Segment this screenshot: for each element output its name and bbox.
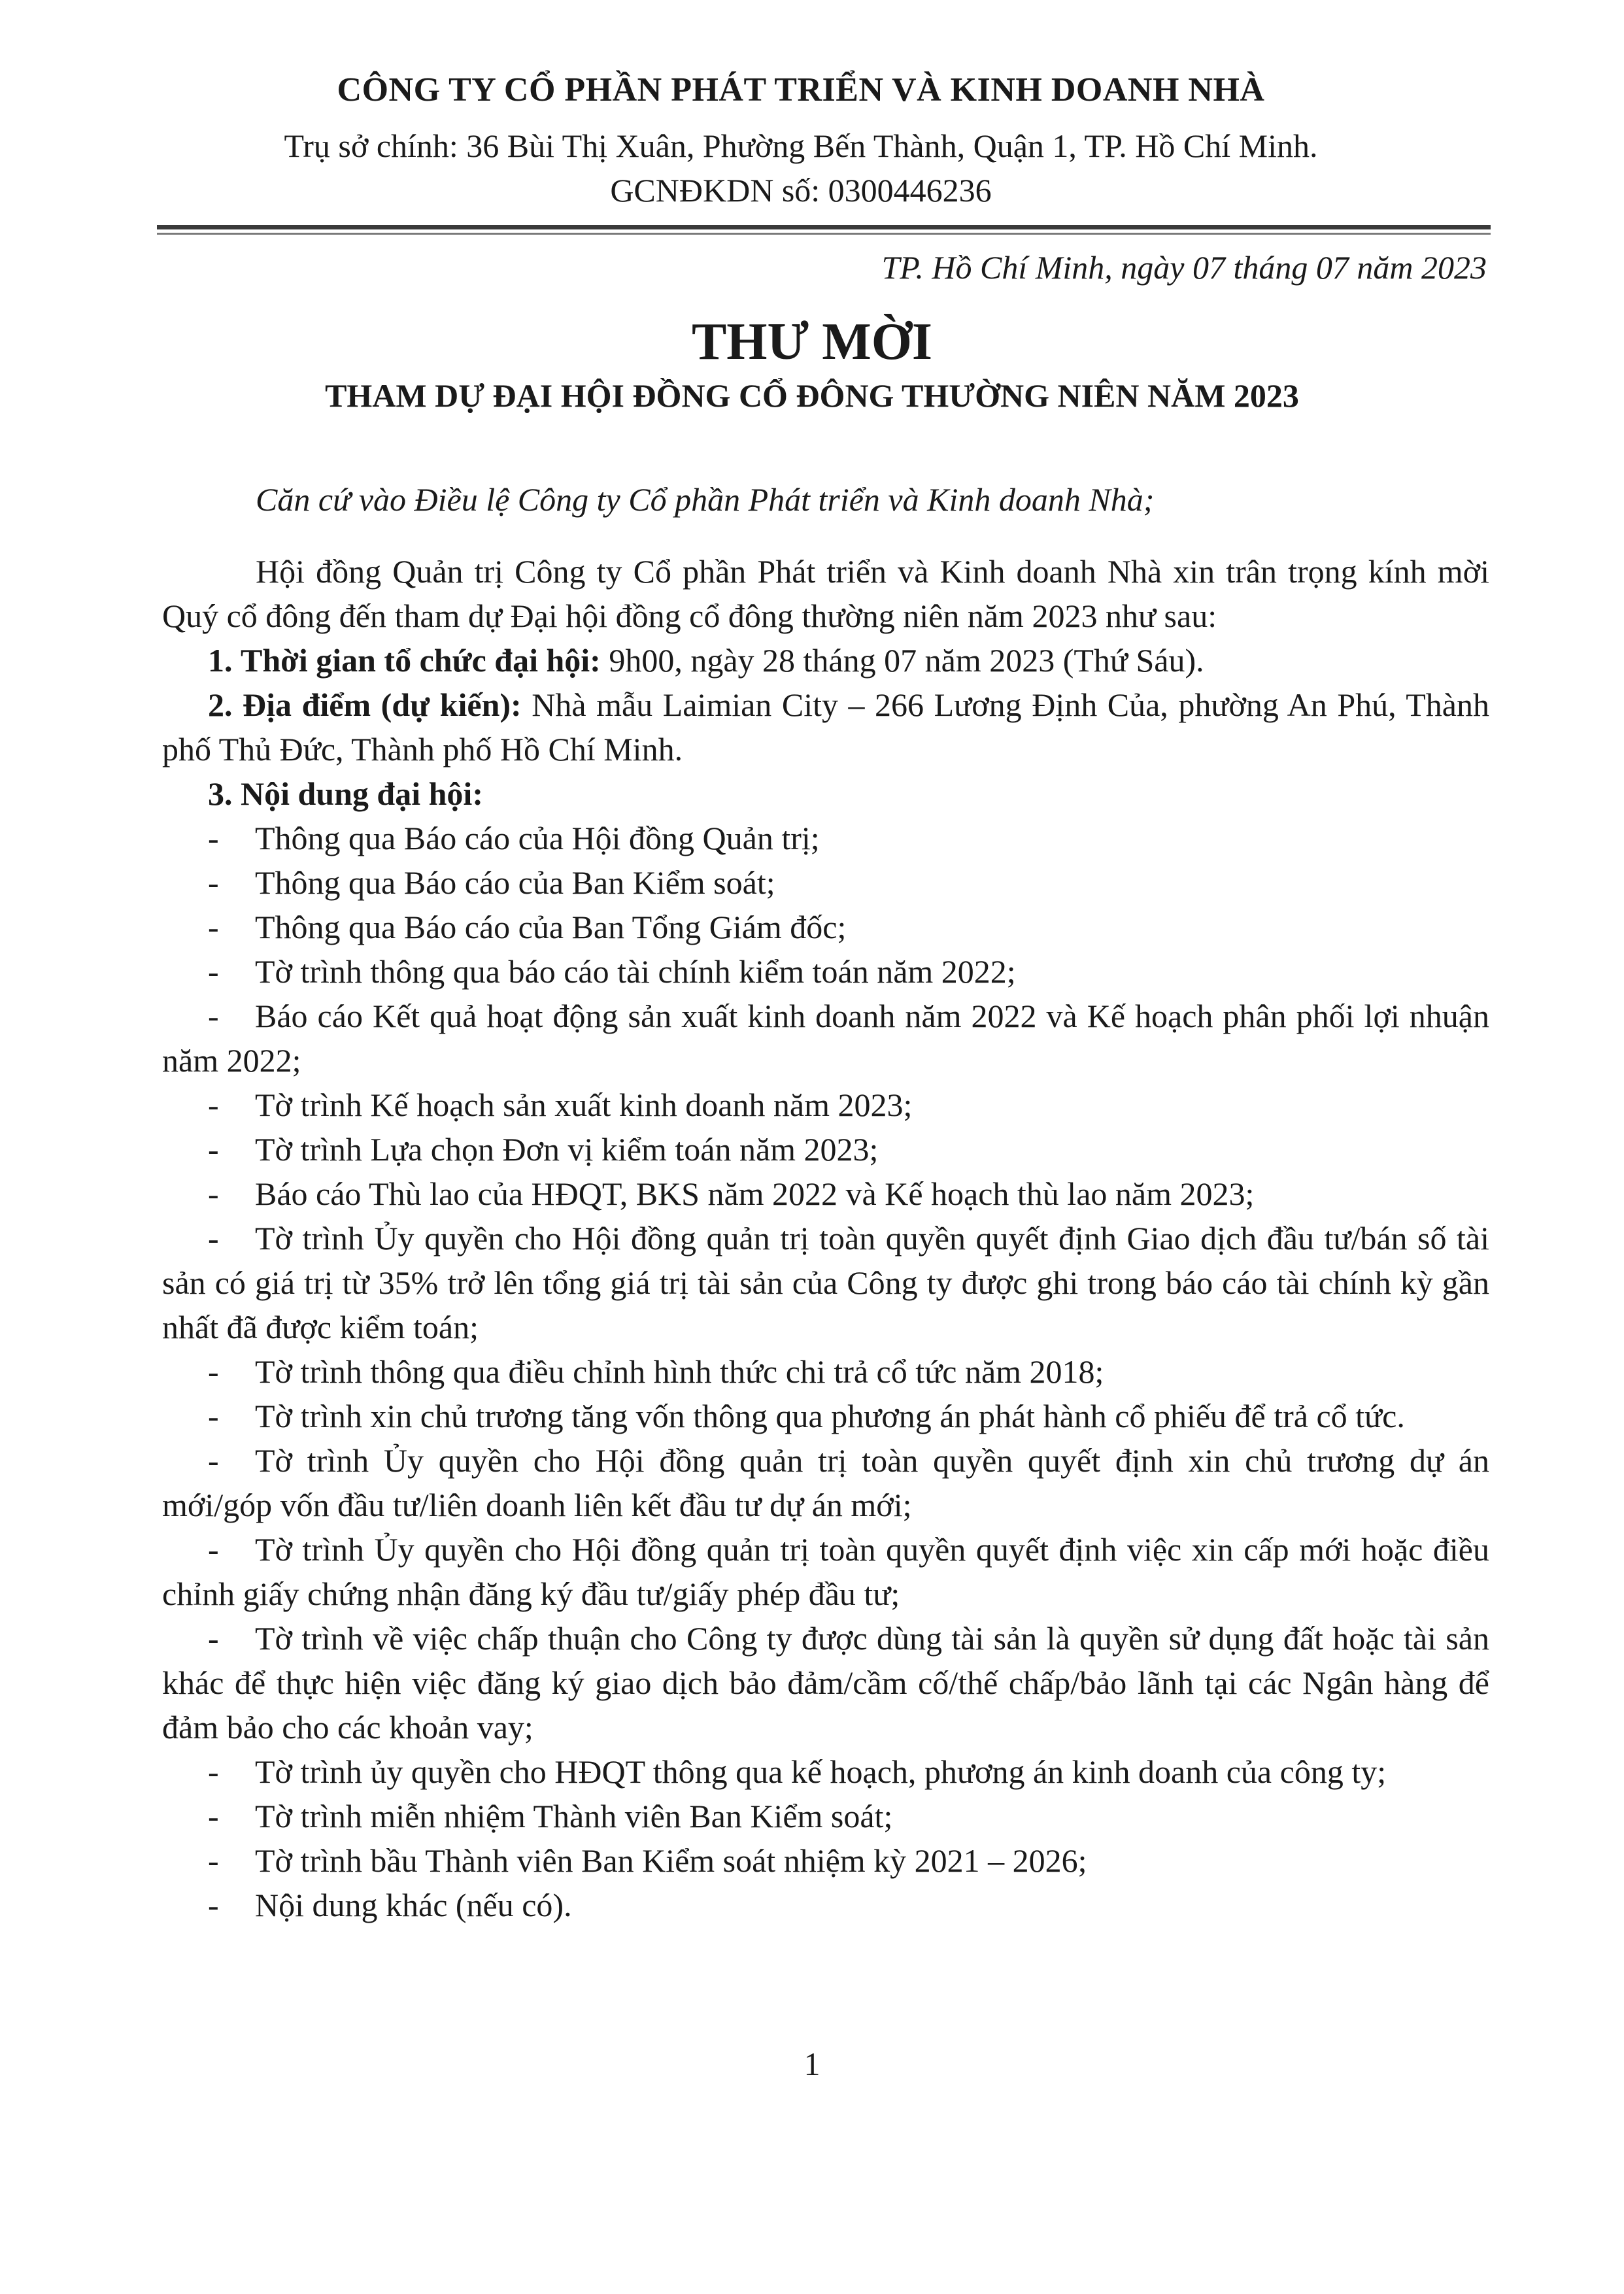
agenda-item — [162, 1749, 1489, 1794]
agenda-bullet: - — [208, 953, 219, 990]
document-subtitle: THAM DỰ ĐẠI HỘI ĐỒNG CỔ ĐÔNG THƯỜNG NIÊN NĂM 2023 — [325, 377, 1299, 414]
company-name: CÔNG TY CỔ PHẦN PHÁT TRIỂN VÀ KINH DOANH NHÀ — [337, 71, 1265, 109]
agenda-item-text: Tờ trình Kế hoạch sản xuất kinh doanh năm 2023; — [255, 1087, 913, 1123]
agenda-bullet: - — [208, 1798, 219, 1834]
agenda-item-text: Thông qua Báo cáo của Hội đồng Quản trị; — [255, 820, 820, 856]
agenda-bullet: - — [208, 1620, 219, 1657]
agenda-item — [162, 1172, 1489, 1216]
agenda-item-text: Tờ trình Lựa chọn Đơn vị kiểm toán năm 2023; — [255, 1131, 879, 1168]
item-agenda-heading: 3. Nội dung đại hội: — [208, 775, 483, 812]
agenda-bullet: - — [208, 864, 219, 901]
agenda-bullet: - — [208, 1398, 219, 1434]
agenda-bullet: - — [208, 1175, 219, 1212]
agenda-bullet: - — [208, 1531, 219, 1568]
agenda-item — [162, 1616, 1489, 1749]
item-location: 2. Địa điểm (dự kiến): Nhà mẫu Laimian City – 266 Lương Định Của, phường An Phú, Thành phố Thủ Đức, Thành phố Hồ Chí Minh. — [162, 686, 1489, 767]
agenda-bullet: - — [208, 998, 219, 1034]
agenda-item — [162, 1527, 1489, 1616]
item-time: 1. Thời gian tổ chức đại hội: 9h00, ngày 28 tháng 07 năm 2023 (Thứ Sáu). — [208, 642, 1204, 679]
agenda-item-text: Tờ trình xin chủ trương tăng vốn thông qua phương án phát hành cổ phiếu để trả cổ tức. — [255, 1398, 1405, 1434]
date-line: TP. Hồ Chí Minh, ngày 07 tháng 07 năm 2023 — [881, 249, 1487, 286]
agenda-item-text: Tờ trình thông qua báo cáo tài chính kiểm toán năm 2022; — [255, 953, 1016, 990]
agenda-bullet: - — [208, 820, 219, 856]
agenda-item — [162, 994, 1489, 1083]
agenda-item — [162, 1438, 1489, 1527]
document-title: THƯ MỜI — [691, 313, 933, 371]
agenda-bullet: - — [208, 1131, 219, 1168]
agenda-item-text: Báo cáo Thù lao của HĐQT, BKS năm 2022 và Kế hoạch thù lao năm 2023; — [255, 1175, 1255, 1212]
agenda-bullet: - — [208, 909, 219, 945]
agenda-item-text: Nội dung khác (nếu có). — [255, 1887, 572, 1923]
agenda-item — [162, 816, 1489, 860]
invitation-paragraph: Hội đồng Quản trị Công ty Cổ phần Phát triển và Kinh doanh Nhà xin trân trọng kính mời Quý cổ đông đến tham dự Đại hội đồng cổ đông thường niên năm 2023 như sau: — [162, 553, 1489, 634]
agenda-bullet: - — [208, 1442, 219, 1479]
agenda-item-text: Tờ trình bầu Thành viên Ban Kiểm soát nhiệm kỳ 2021 – 2026; — [255, 1842, 1087, 1879]
agenda-item — [162, 1216, 1489, 1349]
agenda-bullet: - — [208, 1887, 219, 1923]
agenda-item — [162, 1127, 1489, 1172]
agenda-item-text: Thông qua Báo cáo của Ban Tổng Giám đốc; — [255, 909, 847, 945]
agenda-item — [162, 1083, 1489, 1127]
document-body — [162, 477, 1489, 1927]
agenda-item-text: Báo cáo Kết quả hoạt động sản xuất kinh doanh năm 2022 và Kế hoạch phân phối lợi nhuận năm 2022; — [162, 998, 1489, 1079]
agenda-bullet: - — [208, 1353, 219, 1390]
agenda-item — [162, 949, 1489, 994]
agenda-item-text: Tờ trình miễn nhiệm Thành viên Ban Kiểm soát; — [255, 1798, 893, 1834]
agenda-item-text: Thông qua Báo cáo của Ban Kiểm soát; — [255, 864, 775, 901]
agenda-bullet: - — [208, 1220, 219, 1257]
agenda-item-text: Tờ trình ủy quyền cho HĐQT thông qua kế hoạch, phương án kinh doanh của công ty; — [255, 1753, 1387, 1790]
agenda-item — [162, 905, 1489, 949]
agenda-item — [162, 1349, 1489, 1394]
header-divider — [157, 225, 1491, 229]
agenda-item-text: Tờ trình về việc chấp thuận cho Công ty được dùng tài sản là quyền sử dụng đất hoặc tài sản khác để thực hiện việc đăng ký giao dịch bảo đảm/cầm cố/thế chấp/bảo lãnh tại các Ngân hàng để đảm bảo cho các khoản vay; — [162, 1620, 1489, 1746]
agenda-item-text: Tờ trình thông qua điều chỉnh hình thức chi trả cổ tức năm 2018; — [255, 1353, 1104, 1390]
agenda-item — [162, 1394, 1489, 1438]
agenda-bullet: - — [208, 1842, 219, 1879]
agenda-item-text: Tờ trình Ủy quyền cho Hội đồng quản trị toàn quyền quyết định Giao dịch đầu tư/bán số tài sản có giá trị từ 35% trở lên tổng giá trị tài sản của Công ty được ghi trong báo cáo tài chính kỳ gần nhất đã được kiểm toán; — [162, 1220, 1489, 1345]
company-registration: GCNĐKDN số: 0300446236 — [610, 172, 992, 209]
agenda-item — [162, 1883, 1489, 1927]
agenda-item-text: Tờ trình Ủy quyền cho Hội đồng quản trị toàn quyền quyết định xin chủ trương dự án mới/góp vốn đầu tư/liên doanh liên kết đầu tư dự án mới; — [162, 1442, 1489, 1523]
agenda-item — [162, 1794, 1489, 1838]
agenda-item — [162, 860, 1489, 905]
page-number: 1 — [804, 2046, 820, 2082]
agenda-bullet: - — [208, 1087, 219, 1123]
company-address: Trụ sở chính: 36 Bùi Thị Xuân, Phường Bến Thành, Quận 1, TP. Hồ Chí Minh. — [284, 127, 1318, 164]
agenda-bullet: - — [208, 1753, 219, 1790]
header-divider-thin — [157, 233, 1491, 235]
agenda-item — [162, 1838, 1489, 1883]
agenda-list — [162, 816, 1489, 1927]
legal-basis: Căn cứ vào Điều lệ Công ty Cổ phần Phát triển và Kinh doanh Nhà; — [256, 481, 1155, 518]
agenda-item-text: Tờ trình Ủy quyền cho Hội đồng quản trị toàn quyền quyết định việc xin cấp mới hoặc điều chỉnh giấy chứng nhận đăng ký đầu tư/giấy phép đầu tư; — [162, 1531, 1489, 1612]
